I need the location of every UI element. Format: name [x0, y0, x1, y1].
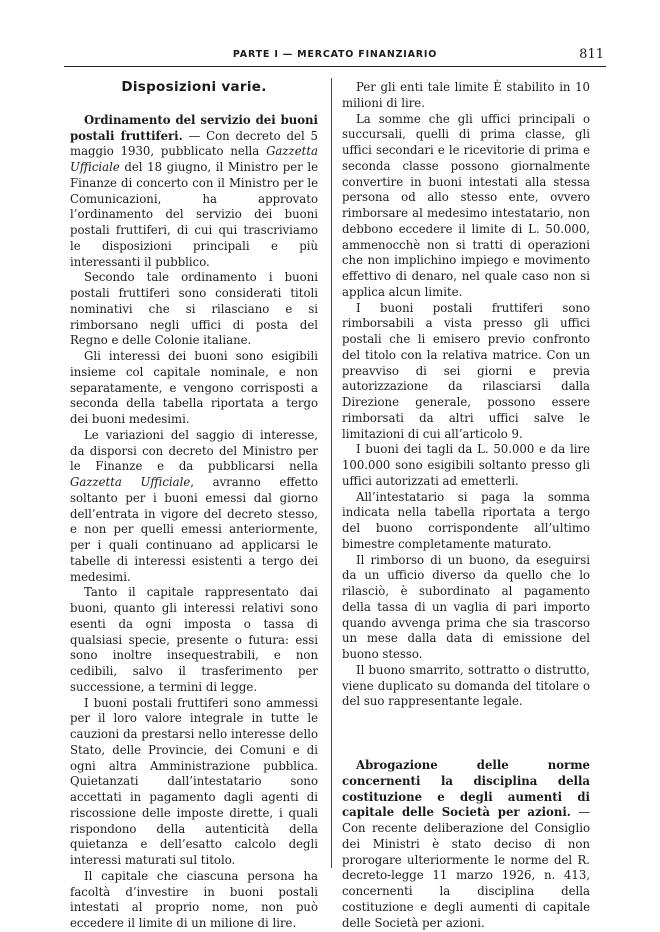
right-column: [342, 80, 590, 931]
paragraph-text: Le variazioni del saggio di interesse, da disporsi con decreto del Ministro per le Finanze e da pubblicarsi nella: [70, 427, 318, 474]
paragraph: Tanto il capitale rappresentato dai buoni, quanto gli interessi relativi sono esenti da ogni imposta o tassa di qualsiasi specie, presente o futura: essi sono inoltre insequestrabili, e non cedibili, salvo il trasferimento per successione, a termini di legge.: [70, 585, 318, 694]
page-number: 811: [579, 47, 604, 62]
section-title: Disposizioni varie.: [121, 79, 267, 95]
column-divider: [331, 78, 332, 868]
paragraph: Il buono smarrito, sottratto o distrutto, viene duplicato su domanda del titolare o del suo rappresentante legale.: [342, 662, 590, 709]
paragraph: Gli interessi dei buoni sono esigibili insieme col capitale nominale, e non separatamente, e vengono corrisposti a seconda della tabella riportata a tergo dei buoni medesimi.: [70, 349, 318, 426]
paragraph: I buoni dei tagli da L. 50.000 e da lire 100.000 sono esigibili soltanto presso gli uffici autorizzati ad emetterli.: [342, 442, 590, 488]
paragraph: Secondo tale ordinamento i buoni postali fruttiferi sono considerati titoli nominativi che si rilasciano e si rimborsano negli uffici di posta del Regno e delle Colonie italiane.: [70, 270, 318, 348]
paragraph-text: , avranno effetto soltanto per i buoni emessi dal giorno dell’entrata in vigore del decreto stesso, e non per quelli emessi anteriormente, per i quali continuano ad applicarsi le tabelle di interessi esistenti a tergo dei medesimi.: [70, 475, 318, 584]
paragraph: Il capitale che ciascuna persona ha facoltà d’investire in buoni postali intestati al proprio nome, non può eccedere il limite di un milione di lire.: [70, 868, 318, 930]
paragraph: I buoni postali fruttiferi sono ammessi per il loro valore integrale in tutte le cauzioni da prestarsi nello interesse dello Stato, delle Provincie, dei Comuni e di ogni altra Amministrazione pubblica. Quietanzati dall’intestatario sono accettati in pagamento dagli agenti di riscossione delle imposte dirette, i quali rispondono della autenticità della quietanza e dell’esatto calcolo degli interessi maturati sul titolo.: [70, 695, 318, 867]
article-paragraph: [342, 758, 590, 931]
left-column: [70, 80, 318, 932]
paragraph-text: — Con decreto del 5 maggio 1930, pubblicato nella: [70, 128, 318, 159]
paragraph: Per gli enti tale limite È stabilito in 10 milioni di lire.: [342, 80, 590, 110]
paragraph: All’intestatario si paga la somma indicata nella tabella riportata a tergo del buono corrispondente all’ultimo bimestre completamente maturato.: [342, 489, 590, 551]
running-header: [64, 46, 606, 64]
paragraph-text: — Con recente deliberazione del Consiglio dei Ministri è stato deciso di non prorogare ulteriormente le norme del R. decreto-legge 11 marzo 1926, n. 413, concernenti la disciplina della costituzione e degli aumenti di capitale delle Società per azioni.: [342, 805, 590, 930]
paragraph: [70, 428, 318, 586]
article-heading: Abrogazione delle norme concernenti la disciplina della costituzione e degli aumenti di capitale delle Società per azioni.: [342, 758, 590, 820]
article-heading: Ordinamento del servizio dei buoni postali fruttiferi.: [70, 112, 318, 143]
paragraph-text: del 18 giugno, il Ministro per le Finanze di concerto con il Ministro per le Comunicazioni, ha approvato l’ordinamento del servizio dei buoni postali fruttiferi, di cui qui trascriviamo le disposizioni principali e più interessanti il pubblico.: [70, 160, 318, 269]
italic-text: Gazzetta Ufficiale: [70, 144, 318, 174]
paragraph: I buoni postali fruttiferi sono rimborsabili a vista presso gli uffici postali che li emisero previo confronto del titolo con la relativa matrice. Con un preavviso di sei giorni e previa autorizzazione da rilasciarsi dalla Direzione generale, possono essere rimborsati da altri uffici salve le limitazioni di cui all’articolo 9.: [342, 300, 590, 441]
header-rule: [64, 66, 606, 67]
section-gap: [342, 710, 590, 758]
running-title: PARTE I — MERCATO FINANZIARIO: [232, 49, 438, 60]
paragraph: Il rimborso di un buono, da eseguirsi da un ufficio diverso da quello che lo rilasciò, è subordinato al pagamento della tassa di un vaglia di pari importo quando avvenga prima che sia trascorso un mese dalla data di emissione del buono stesso.: [342, 552, 590, 661]
article-paragraph: [70, 113, 318, 271]
paragraph: La somme che gli uffici principali o succursali, quelli di prima classe, gli uffici secondari e le ricevitorie di prima e seconda classe possono giornalmente convertire in buoni intestati alla stessa persona od allo stesso ente, ovvero rimborsare al medesimo intestatario, non debbono eccedere il limite di L. 50.000, ammenocchè non si tratti di operazioni che non implichino impiego e movimento effettivo di denaro, nel quale caso non si applica alcun limite.: [342, 111, 590, 299]
italic-text: Gazzetta Ufficiale: [70, 475, 191, 489]
